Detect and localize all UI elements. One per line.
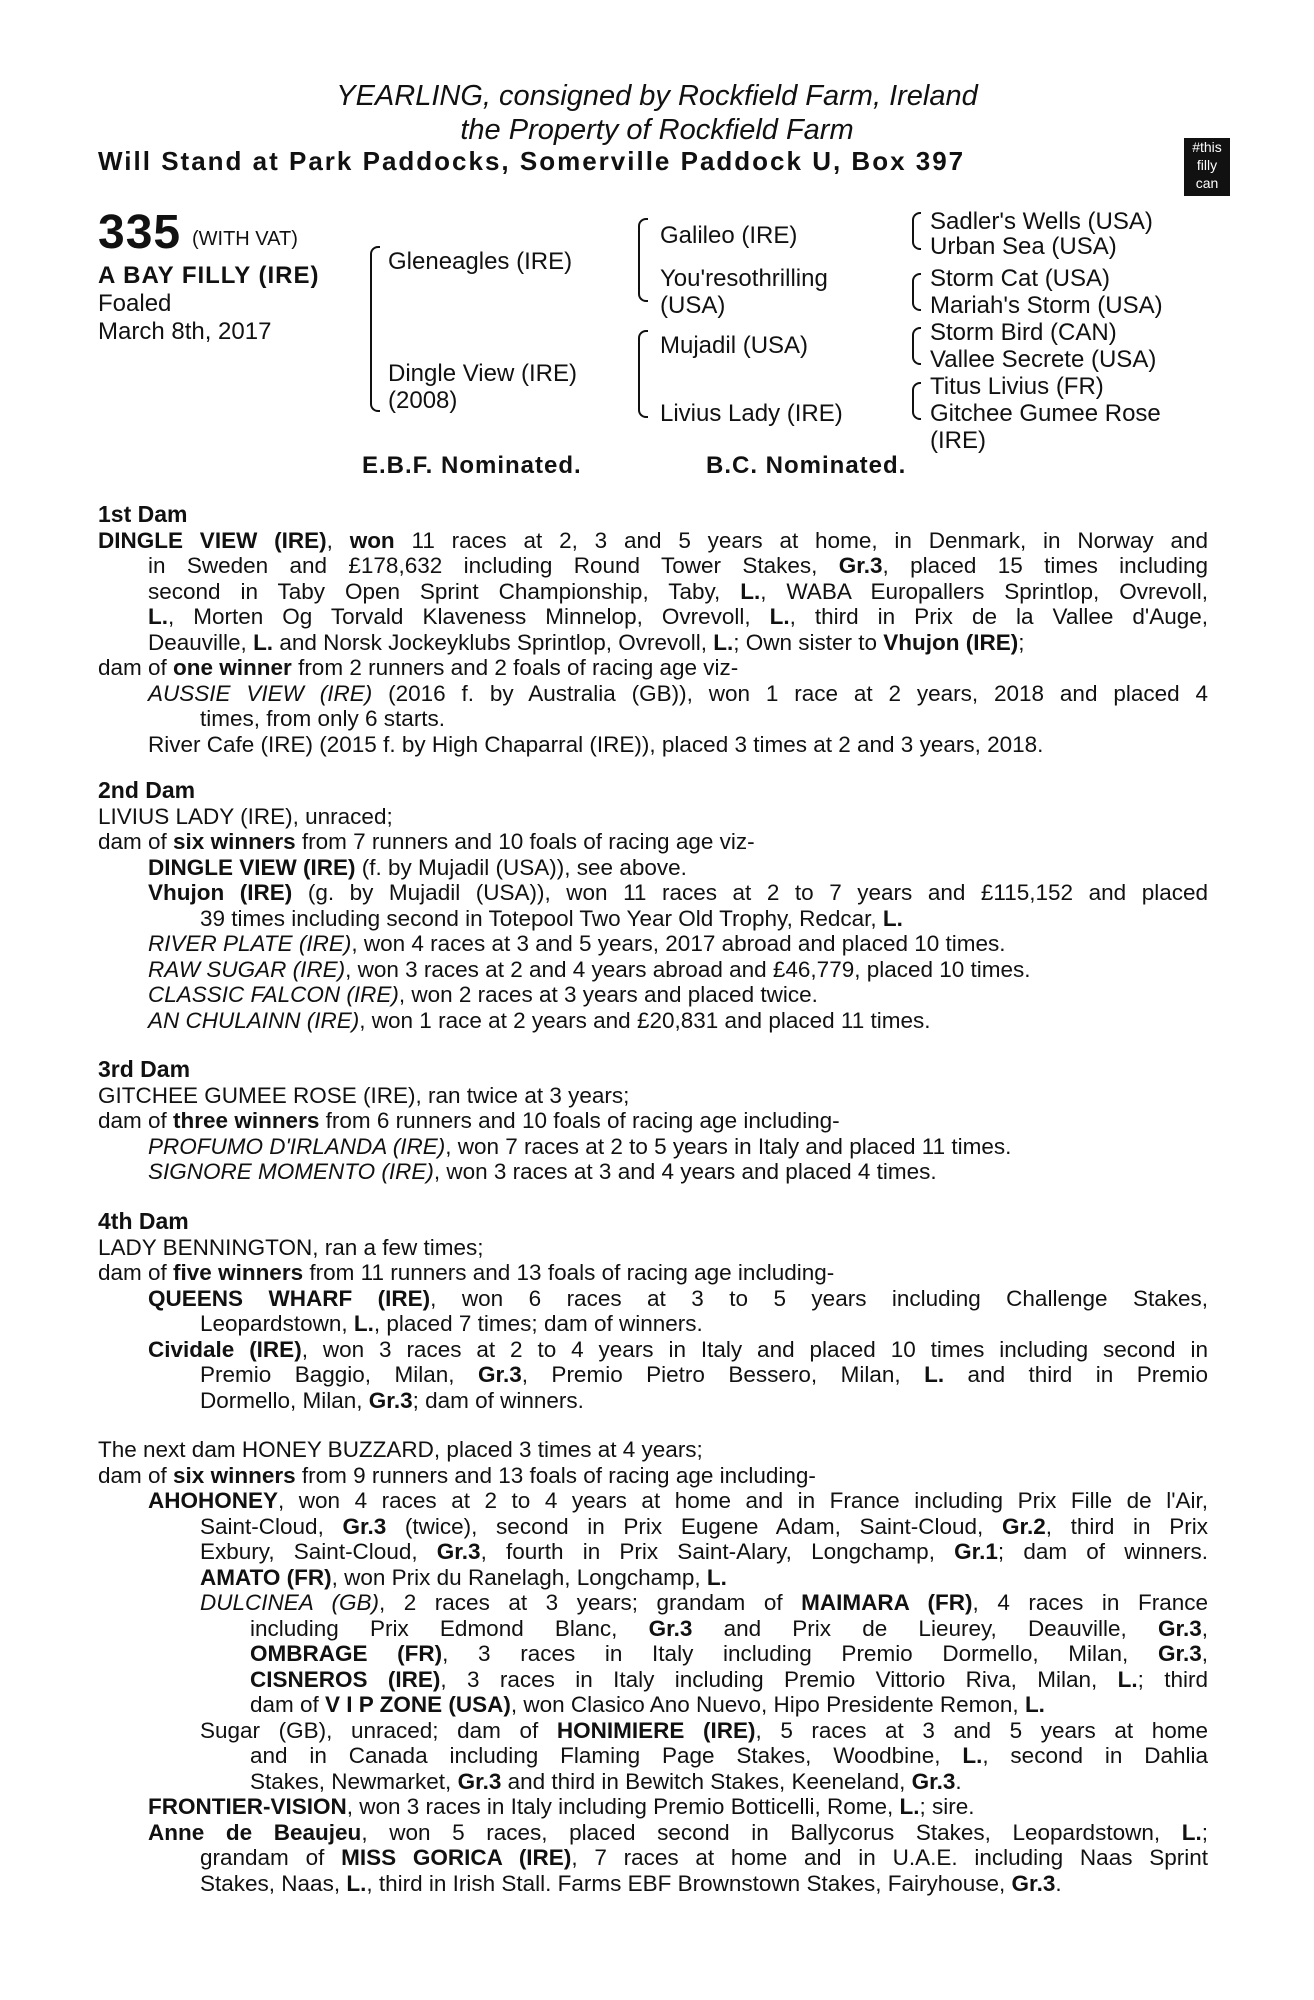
dam-sire: Mujadil (USA)	[660, 332, 809, 359]
text-line: second in Taby Open Sprint Championship, Taby, L., WABA Europallers Sprintlop, Ovrevoll,	[148, 578, 1208, 604]
text-line: Stakes, Newmarket, Gr.3 and third in Bewitch Stakes, Keeneland, Gr.3.	[250, 1768, 962, 1794]
text-line: dam of three winners from 6 runners and 10 foals of racing age including-	[98, 1108, 840, 1133]
text-line: dam of five winners from 11 runners and 13 foals of racing age including-	[98, 1260, 835, 1285]
text-line: Exbury, Saint-Cloud, Gr.3, fourth in Prix Saint-Alary, Longchamp, Gr.1; dam of winners.	[200, 1539, 1208, 1564]
text-line: Stakes, Naas, L., third in Irish Stall. Farms EBF Brownstown Stakes, Fairyhouse, Gr.3.	[200, 1870, 1062, 1896]
text-line: SIGNORE MOMENTO (IRE), won 3 races at 3 and 4 years and placed 4 times.	[148, 1159, 937, 1184]
text-line: and in Canada including Flaming Page Stakes, Woodbine, L., second in Dahlia	[250, 1743, 1209, 1768]
dss: Storm Bird (CAN)	[930, 319, 1117, 346]
text-line: times, from only 6 starts.	[200, 706, 446, 731]
pedigree-brace-ds	[912, 327, 921, 365]
hashtag-logo: #this filly can	[1184, 138, 1230, 196]
section-heading: 3rd Dam	[98, 1056, 191, 1082]
text-line: Anne de Beaujeu, won 5 races, placed second in Ballycorus Stakes, Leopardstown, L.;	[148, 1819, 1208, 1845]
text-line: L., Morten Og Torvald Klaveness Minnelop, Ovrevoll, L., third in Prix de la Vallee d'Auge,	[148, 604, 1208, 629]
property-line: the Property of Rockfield Farm	[460, 114, 854, 146]
text-line: Dormello, Milan, Gr.3; dam of winners.	[200, 1387, 584, 1413]
lot-name: A BAY FILLY (IRE)	[98, 262, 320, 289]
dam-dam: Livius Lady (IRE)	[660, 400, 843, 427]
vat-note: (WITH VAT)	[192, 228, 298, 250]
fourth-dam-section	[98, 1209, 1208, 1413]
text-line: Sugar (GB), unraced; dam of HONIMIERE (IRE), 5 races at 3 and 5 years at home	[200, 1717, 1208, 1743]
consignor-line: YEARLING, consigned by Rockfield Farm, Ireland	[336, 80, 978, 112]
text-line: dam of V I P ZONE (USA), won Clasico Ano Nuevo, Hipo Presidente Remon, L.	[250, 1692, 1045, 1717]
text-line: including Prix Edmond Blanc, Gr.3 and Prix de Lieurey, Deauville, Gr.3,	[250, 1615, 1209, 1641]
ddd-line1: Gitchee Gumee Rose	[930, 400, 1161, 427]
ebf-nominated: E.B.F. Nominated.	[362, 452, 582, 479]
text-line: Saint-Cloud, Gr.3 (twice), second in Prix Eugene Adam, Saint-Cloud, Gr.2, third in Prix	[200, 1513, 1208, 1539]
text-line: AUSSIE VIEW (IRE) (2016 f. by Australia (GB)), won 1 race at 2 years, 2018 and placed 4	[148, 680, 1208, 706]
text-line: Premio Baggio, Milan, Gr.3, Premio Pietro Bessero, Milan, L. and third in Premio	[200, 1362, 1208, 1387]
first-dam-section	[98, 502, 1208, 757]
lot-number: 335	[98, 206, 182, 259]
section-heading: 4th Dam	[98, 1208, 189, 1234]
text-line: 39 times including second in Totepool Two Year Old Trophy, Redcar, L.	[200, 905, 903, 931]
text-line: DINGLE VIEW (IRE), won 11 races at 2, 3 and 5 years at home, in Denmark, in Norway and	[98, 527, 1208, 553]
text-line: grandam of MISS GORICA (IRE), 7 races at home and in U.A.E. including Naas Sprint	[200, 1845, 1208, 1870]
third-dam-section	[98, 1057, 1208, 1185]
dam-line2: (2008)	[388, 387, 458, 414]
text-line: in Sweden and £178,632 including Round Tower Stakes, Gr.3, placed 15 times including	[148, 553, 1208, 578]
section-heading: 1st Dam	[98, 501, 188, 527]
text-line: Deauville, L. and Norsk Jockeyklubs Sprintlop, Ovrevoll, L.; Own sister to Vhujon (IRE);	[148, 629, 1025, 655]
foaled-date: March 8th, 2017	[98, 318, 272, 345]
sire-sire: Galileo (IRE)	[660, 222, 798, 249]
sire: Gleneagles (IRE)	[388, 248, 573, 275]
pedigree-brace-dam	[638, 330, 648, 418]
text-line: DULCINEA (GB), 2 races at 3 years; grandam of MAIMARA (FR), 4 races in France	[200, 1590, 1208, 1615]
text-line: AMATO (FR), won Prix du Ranelagh, Longchamp, L.	[200, 1564, 727, 1590]
foaled-label: Foaled	[98, 290, 172, 317]
text-line: AN CHULAINN (IRE), won 1 race at 2 years and £20,831 and placed 11 times.	[148, 1007, 931, 1033]
sdd: Mariah's Storm (USA)	[930, 292, 1163, 319]
text-line: FRONTIER-VISION, won 3 races in Italy including Premio Botticelli, Rome, L.; sire.	[148, 1794, 975, 1819]
pedigree-brace-sd	[912, 273, 921, 311]
next-dam-section	[98, 1437, 1208, 1896]
stabling-line: Will Stand at Park Paddocks, Somerville Paddock U, Box 397	[98, 146, 966, 176]
text-line: CLASSIC FALCON (IRE), won 2 races at 3 years and placed twice.	[148, 982, 818, 1007]
ddd-line2: (IRE)	[930, 427, 986, 454]
text-line: Cividale (IRE), won 3 races at 2 to 4 years in Italy and placed 10 times including second in	[148, 1336, 1208, 1362]
ssd: Urban Sea (USA)	[930, 233, 1117, 260]
text-line: AHOHONEY, won 4 races at 2 to 4 years at home and in France including Prix Fille de l'Air,	[148, 1488, 1208, 1513]
dsd: Vallee Secrete (USA)	[930, 346, 1157, 373]
text-line: PROFUMO D'IRLANDA (IRE), won 7 races at 2 to 5 years in Italy and placed 11 times.	[148, 1133, 1012, 1159]
pedigree-brace-1	[370, 246, 380, 412]
dam-line1: Dingle View (IRE)	[388, 360, 577, 387]
text-line: dam of one winner from 2 runners and 2 foals of racing age viz-	[98, 655, 739, 680]
text-line: QUEENS WHARF (IRE), won 6 races at 3 to 5 years including Challenge Stakes,	[148, 1285, 1208, 1311]
text-line: CISNEROS (IRE), 3 races in Italy including Premio Vittorio Riva, Milan, L.; third	[250, 1666, 1208, 1692]
bc-nominated: B.C. Nominated.	[706, 452, 907, 479]
section-heading: 2nd Dam	[98, 777, 196, 803]
text-line: River Cafe (IRE) (2015 f. by High Chaparral (IRE)), placed 3 times at 2 and 3 years, 2018.	[148, 731, 1044, 757]
text-line: Vhujon (IRE) (g. by Mujadil (USA)), won 11 races at 2 to 7 years and £115,152 and placed	[148, 880, 1208, 905]
second-dam-section	[98, 778, 1208, 1033]
text-line: DINGLE VIEW (IRE) (f. by Mujadil (USA)), see above.	[148, 854, 687, 880]
text-line: The next dam HONEY BUZZARD, placed 3 times at 4 years;	[98, 1437, 703, 1462]
text-line: LADY BENNINGTON, ran a few times;	[98, 1234, 484, 1260]
text-line: GITCHEE GUMEE ROSE (IRE), ran twice at 3 years;	[98, 1082, 630, 1108]
text-line: LIVIUS LADY (IRE), unraced;	[98, 803, 393, 829]
pedigree-brace-dd	[912, 382, 921, 420]
sire-dam-line1: You'resothrilling	[660, 265, 828, 292]
text-line: RIVER PLATE (IRE), won 4 races at 3 and 5 years, 2017 abroad and placed 10 times.	[148, 931, 1006, 956]
text-line: Leopardstown, L., placed 7 times; dam of winners.	[200, 1311, 703, 1336]
sire-dam-line2: (USA)	[660, 292, 726, 319]
dds: Titus Livius (FR)	[930, 373, 1104, 400]
pedigree-brace-ss	[912, 212, 921, 250]
pedigree-brace-sire	[638, 218, 648, 302]
text-line: dam of six winners from 9 runners and 13 foals of racing age including-	[98, 1462, 816, 1488]
sss: Sadler's Wells (USA)	[930, 208, 1153, 235]
sds: Storm Cat (USA)	[930, 265, 1111, 292]
text-line: RAW SUGAR (IRE), won 3 races at 2 and 4 years abroad and £46,779, placed 10 times.	[148, 956, 1031, 982]
text-line: OMBRAGE (FR), 3 races in Italy including Premio Dormello, Milan, Gr.3,	[250, 1641, 1208, 1666]
text-line: dam of six winners from 7 runners and 10 foals of racing age viz-	[98, 829, 755, 854]
